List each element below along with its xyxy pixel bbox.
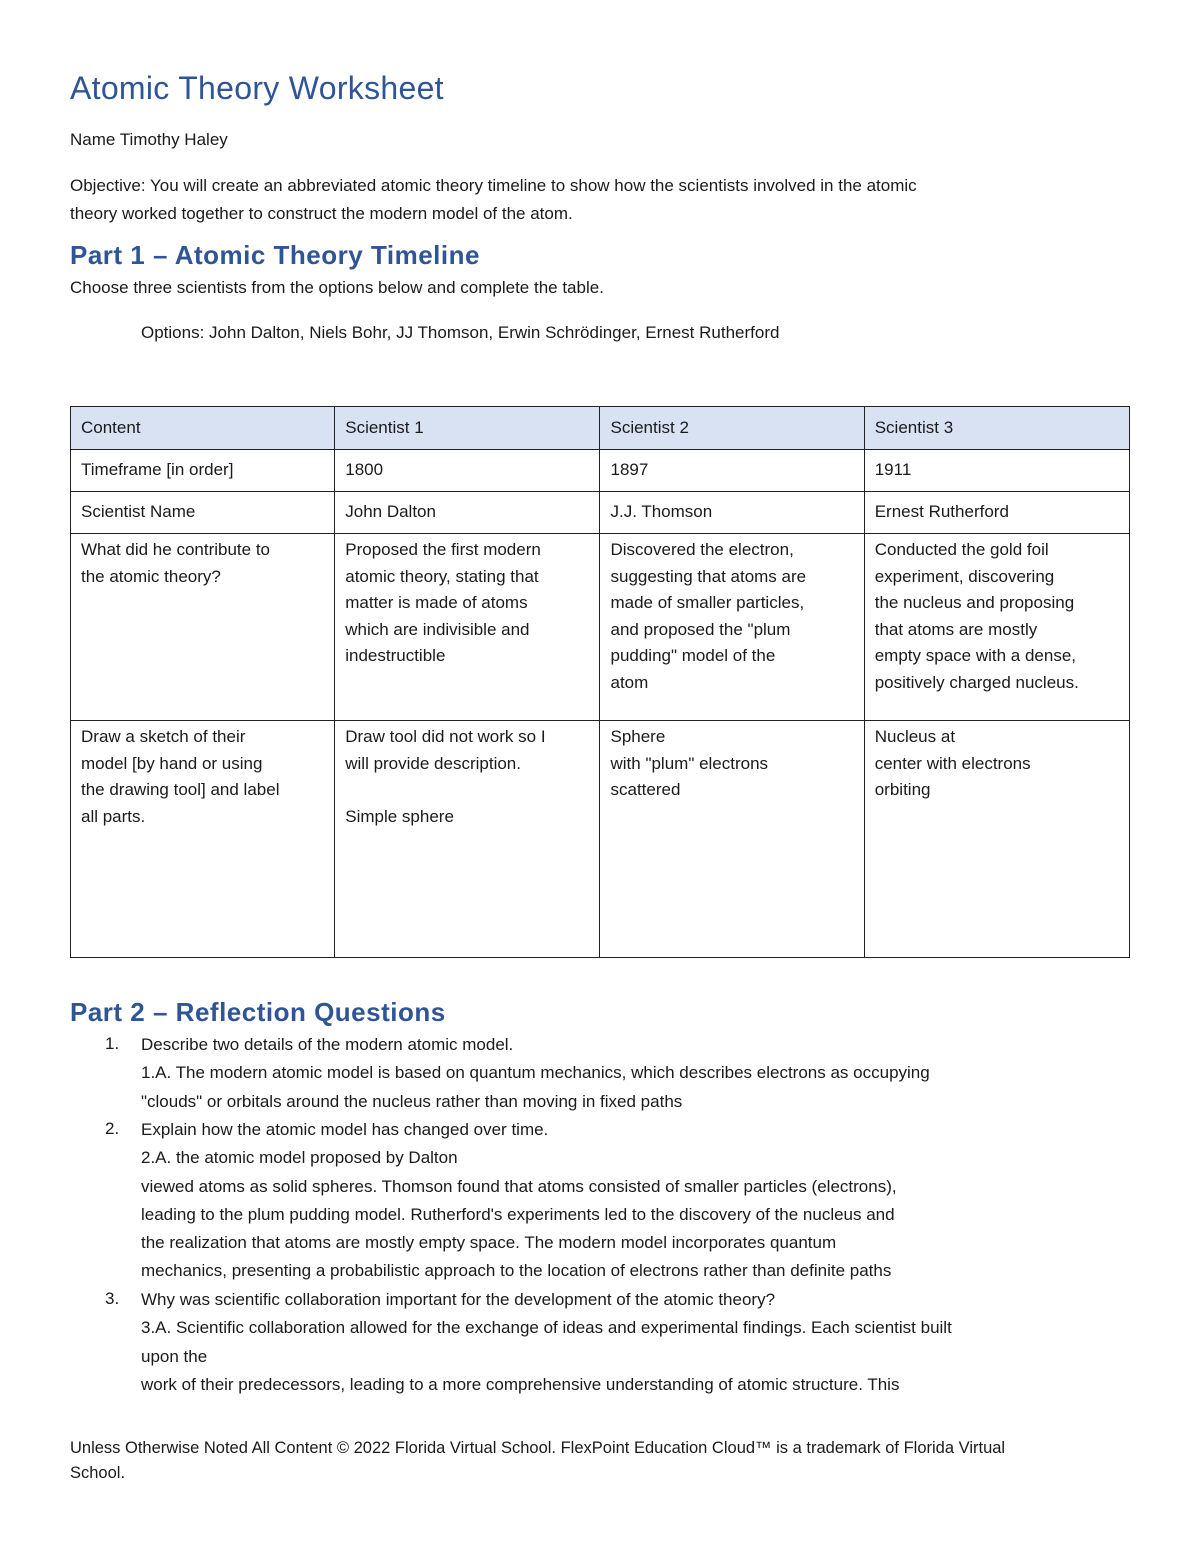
timeline-table bbox=[70, 406, 1130, 958]
table-cell[interactable]: Nucleus at center with electrons orbiting bbox=[864, 721, 1129, 958]
table-cell[interactable]: 1911 bbox=[864, 450, 1129, 492]
question-text[interactable]: Why was scientific collaboration important for the development of the atomic theory? 3.A. Scientific collaboration allowed for the exchange of ideas and experimental findings. Each scientist built upon the work of their predecessors, leading to a more comprehensive understanding of atomic structure. This bbox=[141, 1290, 952, 1394]
table-cell[interactable]: Discovered the electron, suggesting that atoms are made of smaller particles, and proposed the "plum pudding" model of the atom bbox=[600, 534, 864, 721]
table-row bbox=[71, 492, 1130, 534]
header-cell: Scientist 3 bbox=[864, 407, 1129, 450]
table-header-row bbox=[71, 407, 1130, 450]
table-cell: Scientist Name bbox=[71, 492, 335, 534]
table-cell[interactable]: 1800 bbox=[335, 450, 600, 492]
objective: Objective: You will create an abbreviated atomic theory timeline to show how the scientists involved in the atomic theory worked together to construct the modern model of the atom. bbox=[70, 176, 917, 223]
question-text[interactable]: Explain how the atomic model has changed over time. 2.A. the atomic model proposed by Dalton viewed atoms as solid spheres. Thomson found that atoms consisted of smaller particles (electrons), leading to the plum pudding model. Rutherford's experiments led to the discovery of the nucleus and the realization that atoms are mostly empty space. The modern model incorporates quantum mechanics, presenting a probabilistic approach to the location of electrons rather than definite paths bbox=[141, 1120, 897, 1281]
part1-heading: Part 1 – Atomic Theory Timeline bbox=[70, 240, 480, 270]
question-number: 3. bbox=[105, 1289, 120, 1308]
student-name: Name Timothy Haley bbox=[70, 130, 228, 149]
page-title: Atomic Theory Worksheet bbox=[70, 70, 444, 106]
header-cell: Scientist 1 bbox=[335, 407, 600, 450]
question-3 bbox=[105, 1286, 1105, 1401]
copyright-footer: Unless Otherwise Noted All Content © 2022 Florida Virtual School. FlexPoint Education Cloud™ is a trademark of Florida Virtual School. bbox=[70, 1439, 1006, 1482]
question-2 bbox=[105, 1116, 1105, 1286]
table-cell[interactable]: 1897 bbox=[600, 450, 864, 492]
table-row bbox=[71, 450, 1130, 492]
table-cell[interactable]: Ernest Rutherford bbox=[864, 492, 1129, 534]
table-cell[interactable]: J.J. Thomson bbox=[600, 492, 864, 534]
header-cell: Scientist 2 bbox=[600, 407, 864, 450]
table-cell[interactable]: Conducted the gold foil experiment, discovering the nucleus and proposing that atoms are mostly empty space with a dense, positively charged nucleus. bbox=[864, 534, 1129, 721]
table-cell: Timeframe [in order] bbox=[71, 450, 335, 492]
table-row bbox=[71, 534, 1130, 721]
header-cell: Content bbox=[71, 407, 335, 450]
question-1 bbox=[105, 1031, 1105, 1121]
question-number: 2. bbox=[105, 1119, 120, 1138]
table-cell[interactable]: Draw tool did not work so I will provide description. Simple sphere bbox=[335, 721, 600, 958]
scientist-options: Options: John Dalton, Niels Bohr, JJ Thomson, Erwin Schrödinger, Ernest Rutherford bbox=[141, 323, 780, 342]
table-cell: What did he contribute to the atomic theory? bbox=[71, 534, 335, 721]
table-cell: Draw a sketch of their model [by hand or using the drawing tool] and label all parts. bbox=[71, 721, 335, 958]
table-cell[interactable]: Sphere with "plum" electrons scattered bbox=[600, 721, 864, 958]
part1-instructions: Choose three scientists from the options below and complete the table. bbox=[70, 278, 604, 297]
question-number: 1. bbox=[105, 1034, 120, 1053]
table-row bbox=[71, 721, 1130, 958]
table-cell[interactable]: John Dalton bbox=[335, 492, 600, 534]
question-text[interactable]: Describe two details of the modern atomic model. 1.A. The modern atomic model is based on quantum mechanics, which describes electrons as occupying "clouds" or orbitals around the nucleus rather than moving in fixed paths bbox=[141, 1035, 930, 1111]
part2-heading: Part 2 – Reflection Questions bbox=[70, 997, 446, 1027]
table-cell[interactable]: Proposed the first modern atomic theory, stating that matter is made of atoms which are indivisible and indestructible bbox=[335, 534, 600, 721]
